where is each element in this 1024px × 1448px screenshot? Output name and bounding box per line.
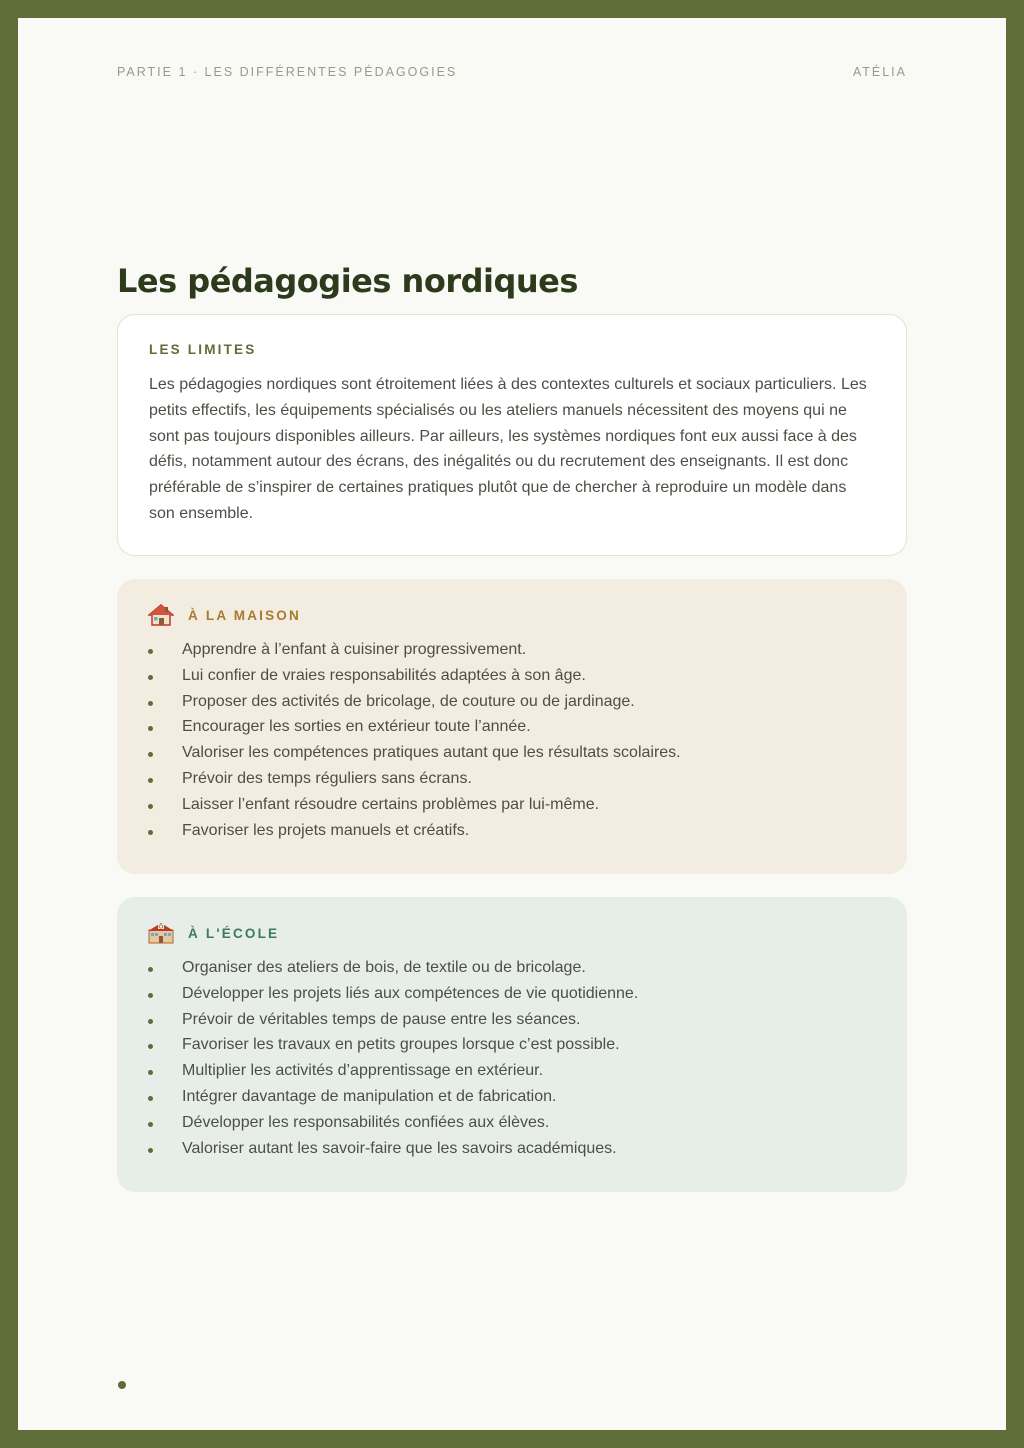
- brand-label: ATÉLIA: [852, 65, 907, 79]
- home-list: [148, 637, 876, 843]
- limits-text: Les pédagogies nordiques sont étroitement liées à des contextes culturels et sociaux particuliers. Les petits effectifs, les équipements spécialisés ou les ateliers manuels nécessitent des moyens qui ne sont pas toujours disponibles ailleurs. Par ailleurs, les systèmes nordiques font eux aussi face à des défis, notamment autour des écrans, des inégalités ou du recrutement des enseignants. Il est donc préférable de s’inspirer de certaines pratiques plutôt que de chercher à reproduire un modèle dans son ensemble.: [149, 376, 867, 522]
- home-heading: À LA MAISON: [188, 607, 301, 623]
- list-item: Valoriser les compétences pratiques autant que les résultats scolaires.: [148, 740, 876, 766]
- list-item: Prévoir de véritables temps de pause entre les séances.: [148, 1007, 876, 1033]
- list-item: Apprendre à l’enfant à cuisiner progressivement.: [148, 637, 876, 663]
- school-heading: À L'ÉCOLE: [188, 925, 280, 941]
- limits-card: [117, 314, 907, 556]
- list-item: Intégrer davantage de manipulation et de fabrication.: [148, 1084, 876, 1110]
- school-card: [117, 897, 907, 1192]
- page: [18, 18, 1006, 1430]
- list-item: Prévoir des temps réguliers sans écrans.: [148, 766, 876, 792]
- list-item: Organiser des ateliers de bois, de textile ou de bricolage.: [148, 955, 876, 981]
- school-list: [148, 955, 876, 1161]
- house-icon: [148, 603, 174, 627]
- list-item: Développer les projets liés aux compétences de vie quotidienne.: [148, 981, 876, 1007]
- page-title: Les pédagogies nordiques: [117, 262, 578, 300]
- list-item: Favoriser les projets manuels et créatifs.: [148, 818, 876, 844]
- home-card: [117, 579, 907, 874]
- list-item: Proposer des activités de bricolage, de couture ou de jardinage.: [148, 689, 876, 715]
- running-header: [117, 65, 907, 79]
- list-item: Multiplier les activités d’apprentissage en extérieur.: [148, 1058, 876, 1084]
- list-item: Lui confier de vraies responsabilités adaptées à son âge.: [148, 663, 876, 689]
- list-item: Valoriser autant les savoir-faire que les savoirs académiques.: [148, 1136, 876, 1162]
- list-item: Favoriser les travaux en petits groupes lorsque c’est possible.: [148, 1032, 876, 1058]
- section-label: PARTIE 1 · LES DIFFÉRENTES PÉDAGOGIES: [117, 65, 458, 79]
- list-item: Laisser l’enfant résoudre certains problèmes par lui-même.: [148, 792, 876, 818]
- limits-heading: LES LIMITES: [149, 342, 257, 357]
- list-item: Développer les responsabilités confiées aux élèves.: [148, 1110, 876, 1136]
- school-icon: [148, 921, 174, 945]
- list-item: Encourager les sorties en extérieur toute l’année.: [148, 714, 876, 740]
- footer-dot: [118, 1381, 126, 1389]
